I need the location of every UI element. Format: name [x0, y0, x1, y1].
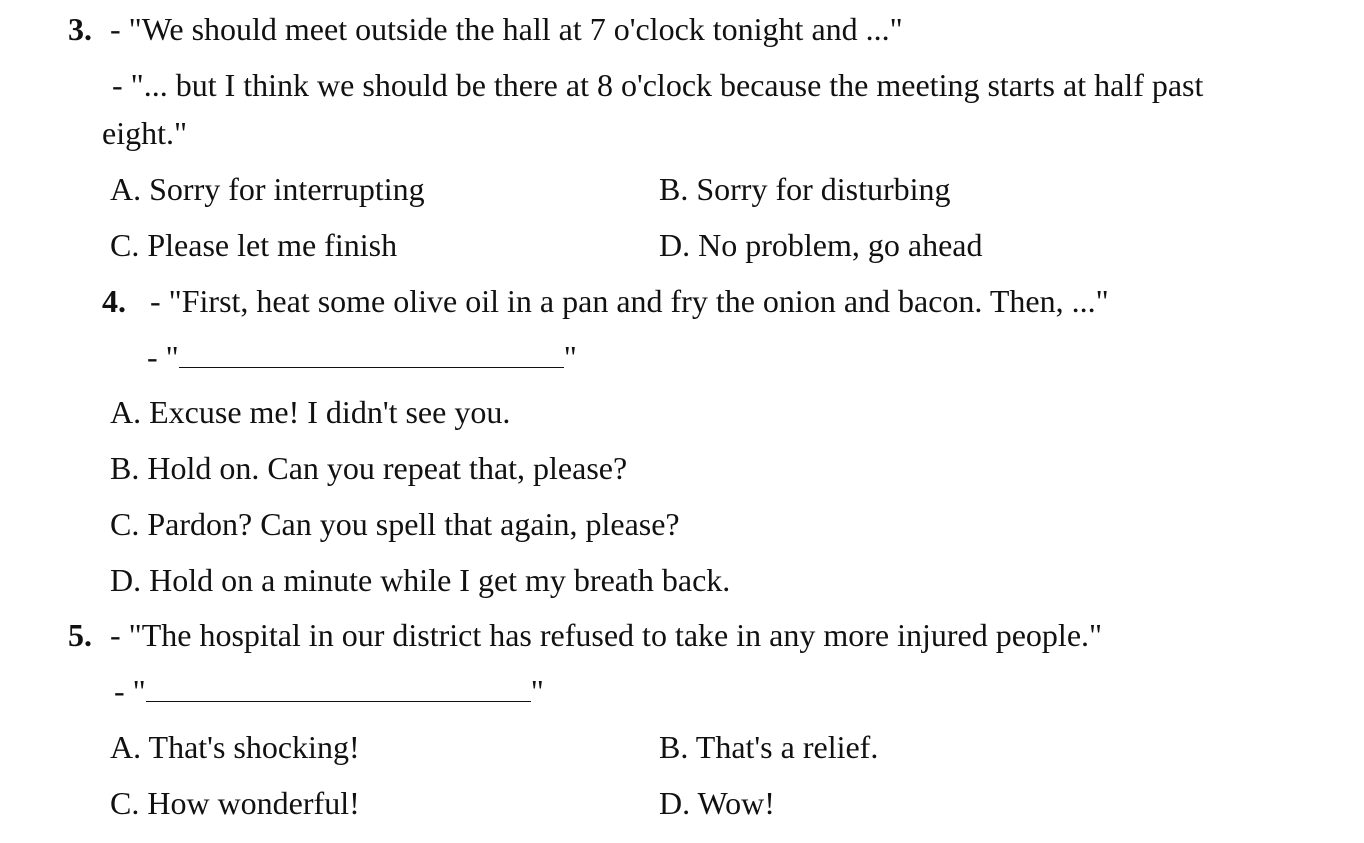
- question-5-prompt: - "The hospital in our district has refused to take in any more injured people.": [110, 617, 1103, 653]
- question-5-option-b[interactable]: B. That's a relief.: [659, 729, 879, 765]
- question-4-reply: [147, 337, 577, 377]
- question-3-reply-line1: - "... but I think we should be there at 8 o'clock because the meeting starts at half past: [112, 67, 1204, 103]
- question-5-prompt-line: [68, 615, 1102, 655]
- question-3-reply-line2: eight.": [102, 115, 188, 151]
- question-3-prompt: - "We should meet outside the hall at 7 o'clock tonight and ...": [110, 11, 903, 47]
- question-4-reply-open: - ": [147, 339, 179, 375]
- question-4-option-b[interactable]: B. Hold on. Can you repeat that, please?: [110, 450, 628, 486]
- question-4-number: 4.: [102, 283, 126, 319]
- question-5-reply-close: ": [530, 673, 544, 709]
- question-4-reply-close: ": [563, 339, 577, 375]
- question-3-option-b[interactable]: B. Sorry for disturbing: [659, 171, 951, 207]
- question-5-option-c[interactable]: C. How wonderful!: [110, 785, 360, 821]
- question-3-option-a[interactable]: A. Sorry for interrupting: [110, 171, 425, 207]
- question-4-answer-blank[interactable]: [179, 341, 564, 368]
- question-3-option-d[interactable]: D. No problem, go ahead: [659, 227, 983, 263]
- question-5-reply: [114, 671, 544, 711]
- question-4-prompt: - "First, heat some olive oil in a pan and fry the onion and bacon. Then, ...": [150, 283, 1109, 319]
- question-5-reply-open: - ": [114, 673, 146, 709]
- question-5-answer-blank[interactable]: [146, 675, 531, 702]
- question-4-option-a[interactable]: A. Excuse me! I didn't see you.: [110, 394, 511, 430]
- question-4-option-d[interactable]: D. Hold on a minute while I get my breath back.: [110, 562, 731, 598]
- question-3-number: 3.: [68, 11, 92, 47]
- question-4-prompt-line: [102, 281, 1109, 321]
- question-5-number: 5.: [68, 617, 92, 653]
- question-4-option-c[interactable]: C. Pardon? Can you spell that again, please?: [110, 506, 680, 542]
- question-5-option-a[interactable]: A. That's shocking!: [110, 729, 360, 765]
- question-3-prompt-line: [68, 9, 903, 49]
- question-5-option-d[interactable]: D. Wow!: [659, 785, 775, 821]
- question-3-option-c[interactable]: C. Please let me finish: [110, 227, 398, 263]
